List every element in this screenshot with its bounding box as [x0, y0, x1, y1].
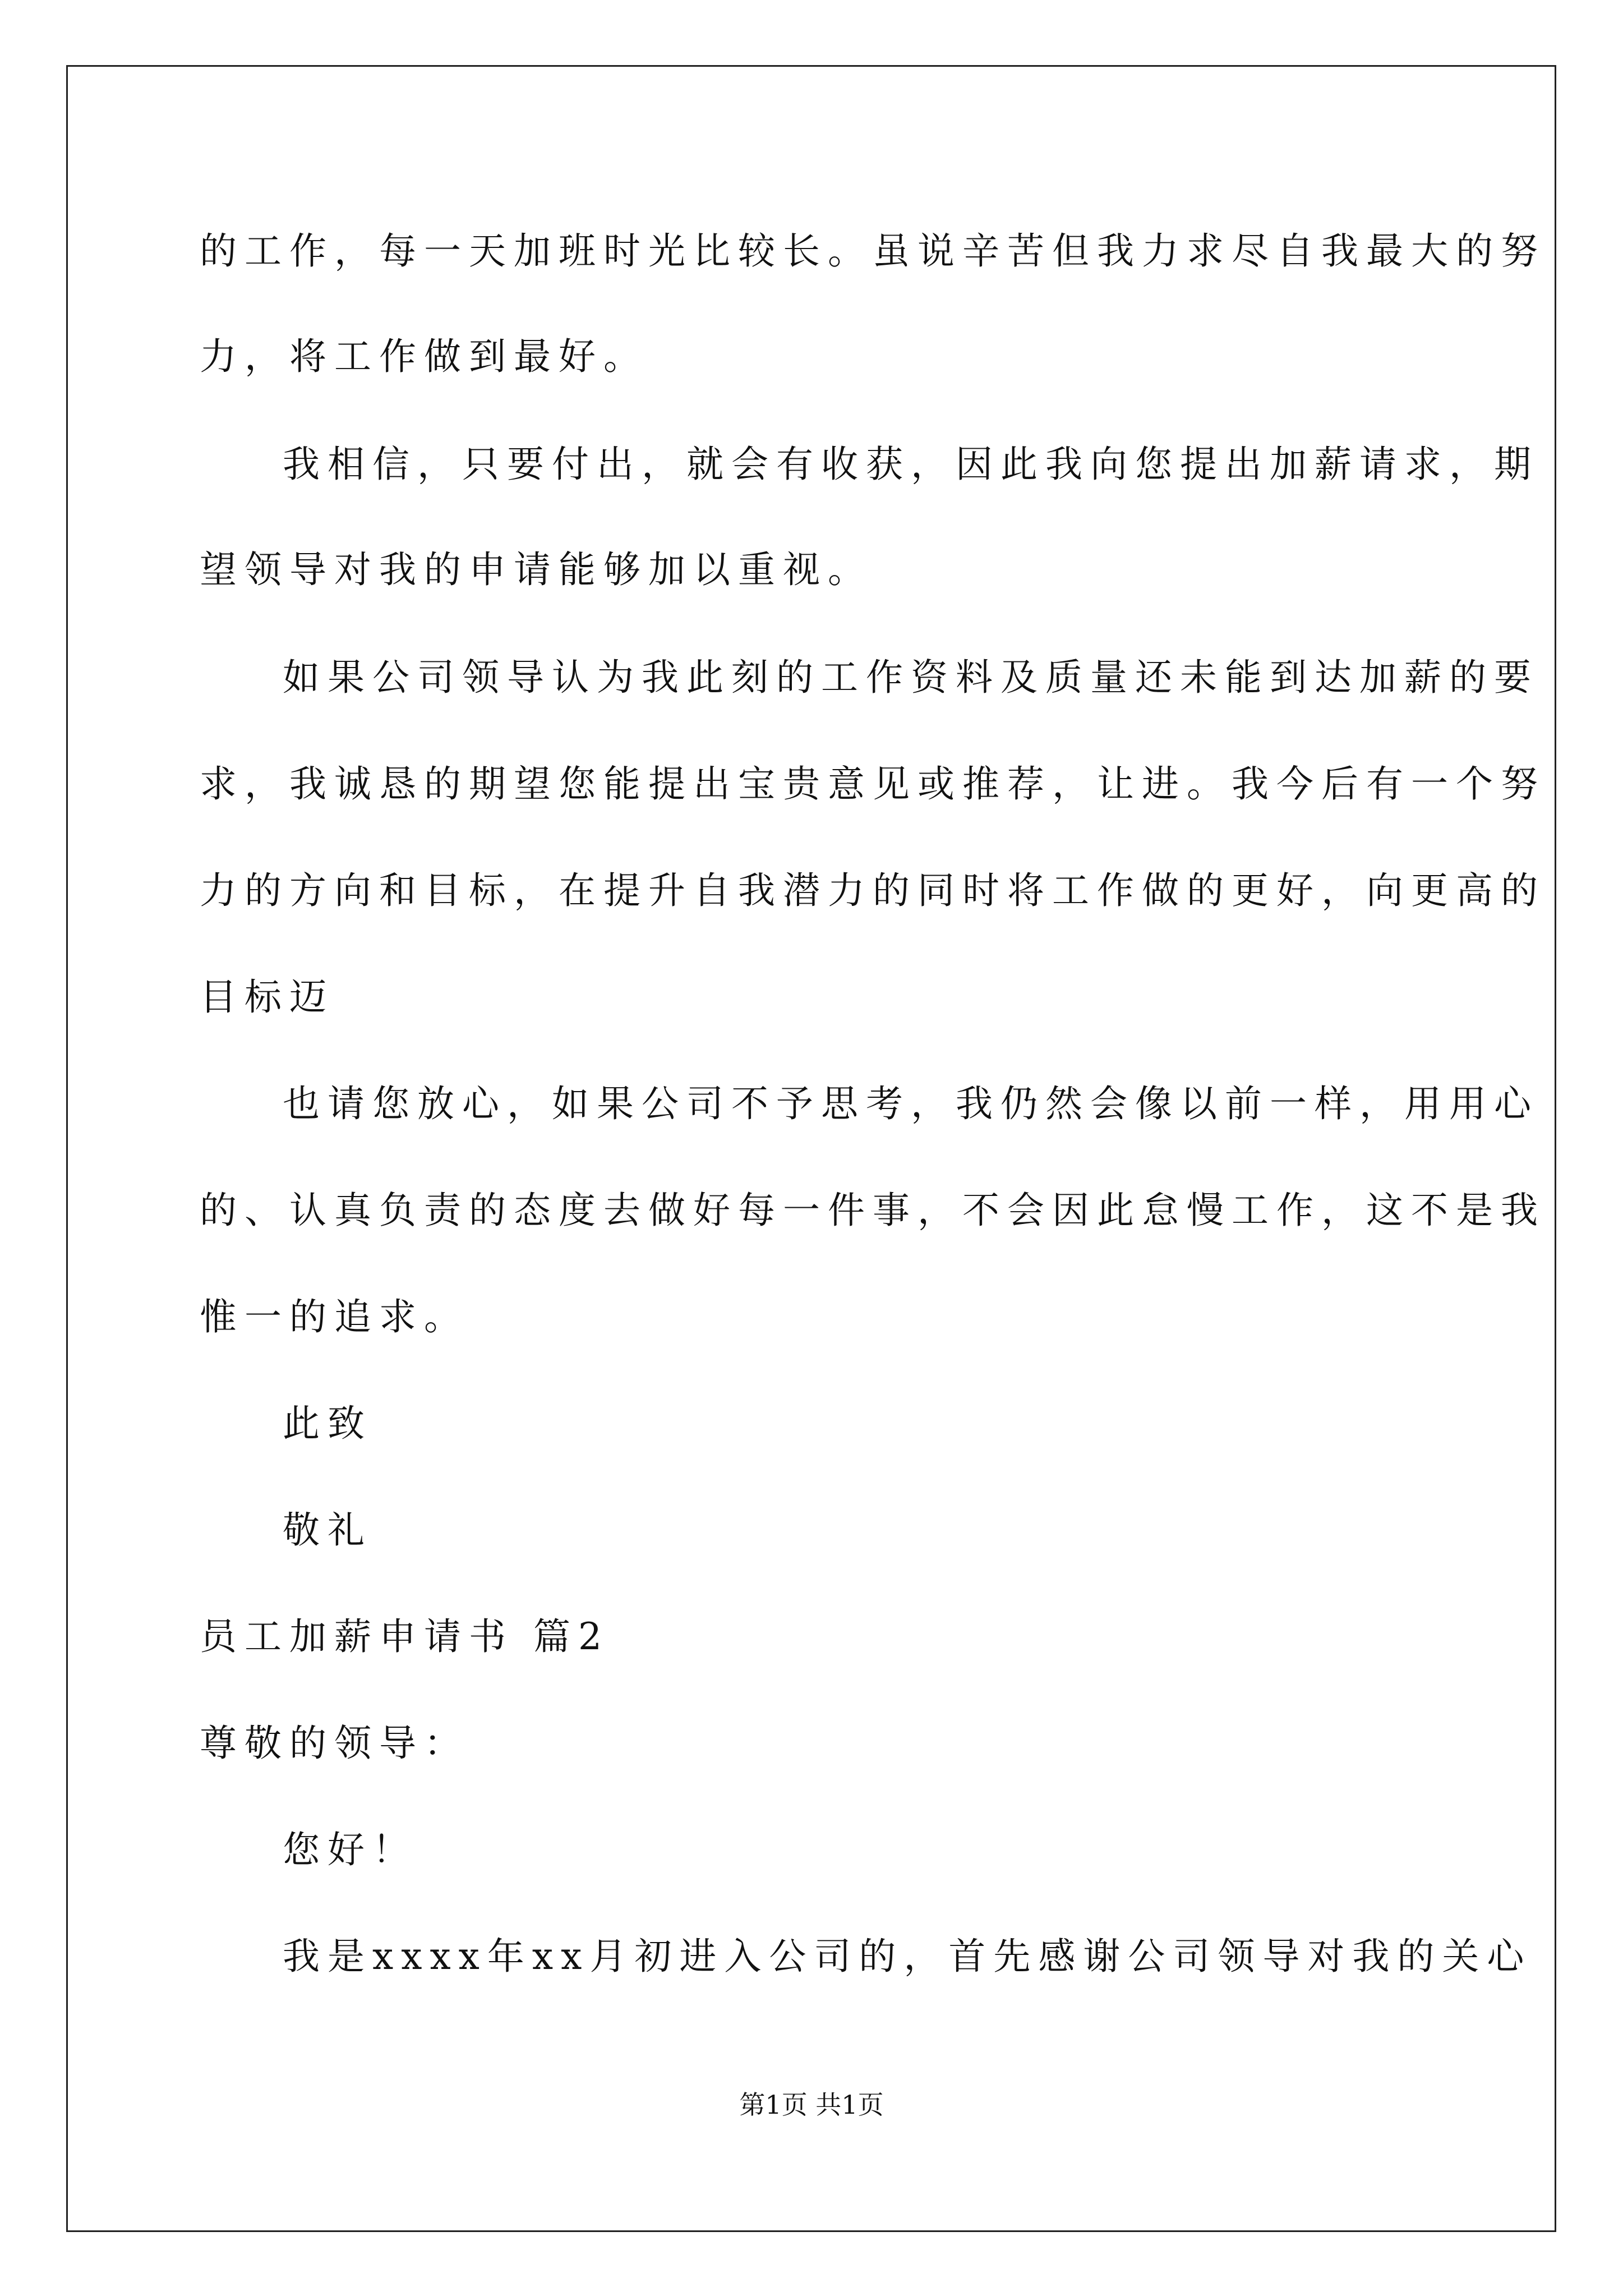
text-line-2: 力，将工作做到最好。 — [200, 335, 648, 378]
text-line-3: 我相信，只要付出，就会有收获，因此我向您提出加薪请求，期 — [283, 443, 1539, 486]
text-line-5: 如果公司领导认为我此刻的工作资料及质量还未能到达加薪的要 — [283, 656, 1539, 699]
text-line-7: 力的方向和目标，在提升自我潜力的同时将工作做的更好，向更高的 — [200, 869, 1546, 912]
text-line-1: 的工作，每一天加班时光比较长。虽说辛苦但我力求尽自我最大的努 — [200, 229, 1546, 273]
greeting: 尊敬的领导： — [200, 1722, 469, 1765]
section-heading: 员工加薪申请书 篇2 — [200, 1615, 610, 1658]
text-line-6: 求，我诚恳的期望您能提出宝贵意见或推荐，让进。我今后有一个努 — [200, 762, 1546, 806]
closing-regards: 敬礼 — [283, 1508, 372, 1552]
page-border — [66, 65, 1556, 2232]
page-footer: 第1页 共1页 — [739, 2090, 884, 2120]
text-line-9: 也请您放心，如果公司不予思考，我仍然会像以前一样，用用心 — [283, 1082, 1539, 1125]
closing-salutation: 此致 — [283, 1402, 372, 1445]
text-line-4: 望领导对我的申请能够加以重视。 — [200, 548, 873, 591]
text-line-10: 的、认真负责的态度去做好每一件事，不会因此怠慢工作，这不是我 — [200, 1189, 1546, 1232]
text-line-11: 惟一的追求。 — [200, 1295, 469, 1338]
greeting-hello: 您好！ — [283, 1828, 417, 1871]
text-line-17: 我是xxxx年xx月初进入公司的，首先感谢公司领导对我的关心 — [283, 1935, 1532, 1978]
text-line-8: 目标迈 — [200, 976, 334, 1019]
